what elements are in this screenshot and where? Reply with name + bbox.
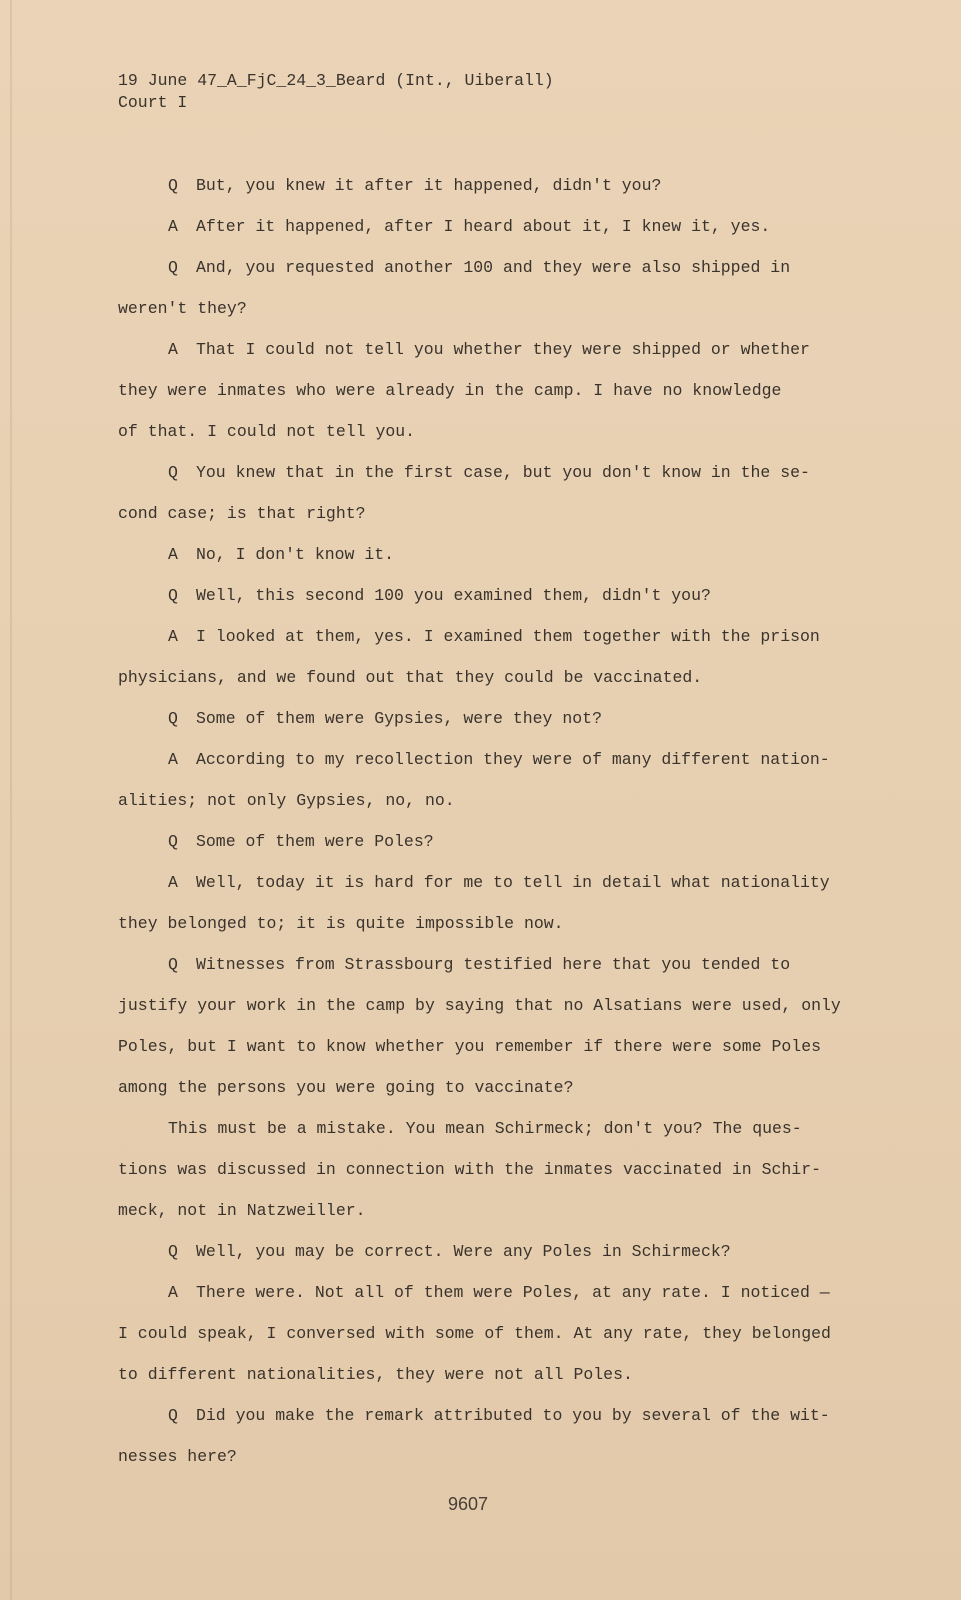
paragraph-continuation-line xyxy=(118,657,888,698)
paragraph-first-line xyxy=(118,206,888,247)
header-court-line: Court I xyxy=(118,93,188,112)
speaker-label: Q xyxy=(168,463,178,482)
paragraph-continuation-line xyxy=(118,1149,888,1190)
line-text: among the persons you were going to vaccinate? xyxy=(118,1078,574,1097)
paragraph-continuation-line xyxy=(118,1067,888,1108)
line-text: I could speak, I conversed with some of them. At any rate, they belonged xyxy=(118,1324,831,1343)
line-text: According to my recollection they were of many different nation- xyxy=(196,750,830,769)
paragraph-first-line xyxy=(118,739,888,780)
transcript-paragraph xyxy=(118,206,888,247)
line-text: they belonged to; it is quite impossible now. xyxy=(118,914,564,933)
line-text: tions was discussed in connection with the inmates vaccinated in Schir- xyxy=(118,1160,822,1179)
line-text: Well, you may be correct. Were any Poles in Schirmeck? xyxy=(196,1242,731,1261)
line-text: alities; not only Gypsies, no, no. xyxy=(118,791,455,810)
paragraph-first-line xyxy=(118,1231,888,1272)
transcript-paragraph xyxy=(118,944,888,1108)
speaker-label: A xyxy=(168,340,178,359)
line-text: But, you knew it after it happened, didn't you? xyxy=(196,176,662,195)
transcript-paragraph xyxy=(118,452,888,534)
line-text: cond case; is that right? xyxy=(118,504,366,523)
paragraph-continuation-line xyxy=(118,1313,888,1354)
paragraph-first-line xyxy=(118,616,888,657)
paragraph-first-line xyxy=(118,1108,888,1149)
transcript-paragraph xyxy=(118,1272,888,1395)
transcript-paragraph xyxy=(118,575,888,616)
line-text: You knew that in the first case, but you don't know in the se- xyxy=(196,463,810,482)
paragraph-continuation-line xyxy=(118,780,888,821)
line-text: Poles, but I want to know whether you remember if there were some Poles xyxy=(118,1037,822,1056)
line-text: meck, not in Natzweiller. xyxy=(118,1201,366,1220)
line-text: After it happened, after I heard about it, I knew it, yes. xyxy=(196,217,771,236)
paragraph-first-line xyxy=(118,329,888,370)
paragraph-continuation-line xyxy=(118,1354,888,1395)
paragraph-continuation-line xyxy=(118,1190,888,1231)
line-text: There were. Not all of them were Poles, at any rate. I noticed — xyxy=(196,1283,830,1302)
speaker-label: Q xyxy=(168,832,178,851)
speaker-label: Q xyxy=(168,955,178,974)
paragraph-continuation-line xyxy=(118,370,888,411)
line-text: they were inmates who were already in the camp. I have no knowledge xyxy=(118,381,782,400)
line-text: Well, today it is hard for me to tell in detail what nationality xyxy=(196,873,830,892)
paragraph-first-line xyxy=(118,698,888,739)
transcript-paragraph xyxy=(118,247,888,329)
speaker-label: Q xyxy=(168,1406,178,1425)
line-text: Did you make the remark attributed to you by several of the wit- xyxy=(196,1406,830,1425)
page-number: 9607 xyxy=(448,1494,489,1514)
paragraph-continuation-line xyxy=(118,903,888,944)
speaker-label: A xyxy=(168,627,178,646)
transcript-paragraph xyxy=(118,534,888,575)
paragraph-first-line xyxy=(118,247,888,288)
paragraph-continuation-line xyxy=(118,288,888,329)
speaker-label: A xyxy=(168,545,178,564)
paragraph-first-line xyxy=(118,944,888,985)
speaker-label: Q xyxy=(168,176,178,195)
speaker-label: A xyxy=(168,873,178,892)
paragraph-continuation-line xyxy=(118,985,888,1026)
paragraph-continuation-line xyxy=(118,1436,888,1477)
transcript-paragraph xyxy=(118,1395,888,1477)
line-text: Some of them were Poles? xyxy=(196,832,434,851)
speaker-label: Q xyxy=(168,258,178,277)
speaker-label: A xyxy=(168,750,178,769)
line-text: Witnesses from Strassbourg testified here that you tended to xyxy=(196,955,791,974)
speaker-label: A xyxy=(168,1283,178,1302)
transcript-paragraph xyxy=(118,329,888,452)
paragraph-first-line xyxy=(118,1395,888,1436)
transcript-paragraph xyxy=(118,616,888,698)
speaker-label: Q xyxy=(168,586,178,605)
transcript-paragraph xyxy=(118,1108,888,1231)
line-text: Well, this second 100 you examined them, didn't you? xyxy=(196,586,711,605)
transcript-body xyxy=(118,165,888,1477)
line-text: I looked at them, yes. I examined them together with the prison xyxy=(196,627,820,646)
speaker-label: Q xyxy=(168,1242,178,1261)
line-text: No, I don't know it. xyxy=(196,545,395,564)
line-text: This must be a mistake. You mean Schirmeck; don't you? The ques- xyxy=(168,1119,802,1138)
line-text: of that. I could not tell you. xyxy=(118,422,416,441)
line-text: weren't they? xyxy=(118,299,247,318)
transcript-paragraph xyxy=(118,821,888,862)
paragraph-first-line xyxy=(118,165,888,206)
paragraph-continuation-line xyxy=(118,1026,888,1067)
paragraph-continuation-line xyxy=(118,411,888,452)
document-header xyxy=(118,70,554,114)
transcript-paragraph xyxy=(118,165,888,206)
paragraph-first-line xyxy=(118,862,888,903)
transcript-paragraph xyxy=(118,1231,888,1272)
line-text: And, you requested another 100 and they were also shipped in xyxy=(196,258,791,277)
paragraph-first-line xyxy=(118,821,888,862)
line-text: to different nationalities, they were not all Poles. xyxy=(118,1365,633,1384)
line-text: Some of them were Gypsies, were they not? xyxy=(196,709,602,728)
paragraph-first-line xyxy=(118,575,888,616)
header-session-line: 19 June 47_A_FjC_24_3_Beard (Int., Uiberall) xyxy=(118,71,554,90)
line-text: justify your work in the camp by saying that no Alsatians were used, only xyxy=(118,996,841,1015)
paragraph-continuation-line xyxy=(118,493,888,534)
transcript-paragraph xyxy=(118,862,888,944)
paragraph-first-line xyxy=(118,452,888,493)
transcript-paragraph xyxy=(118,739,888,821)
speaker-label: Q xyxy=(168,709,178,728)
line-text: physicians, and we found out that they could be vaccinated. xyxy=(118,668,703,687)
line-text: nesses here? xyxy=(118,1447,237,1466)
line-text: That I could not tell you whether they were shipped or whether xyxy=(196,340,810,359)
paragraph-first-line xyxy=(118,534,888,575)
paragraph-first-line xyxy=(118,1272,888,1313)
transcript-paragraph xyxy=(118,698,888,739)
speaker-label: A xyxy=(168,217,178,236)
